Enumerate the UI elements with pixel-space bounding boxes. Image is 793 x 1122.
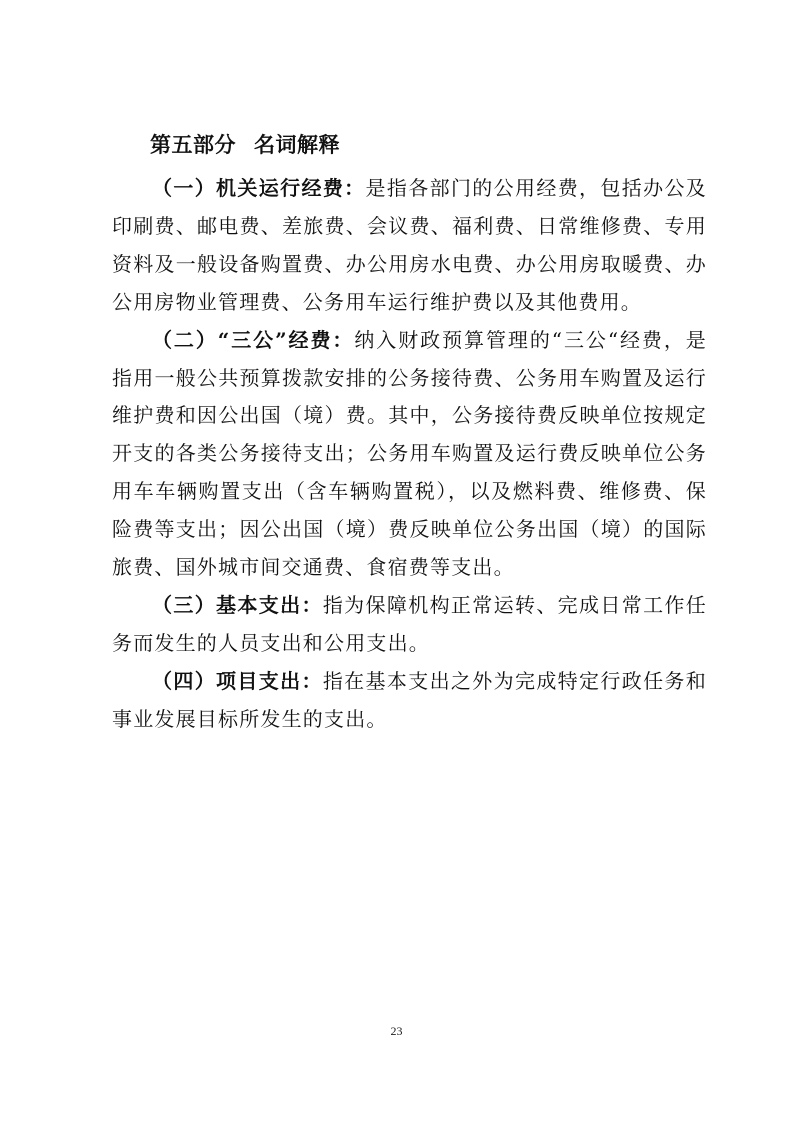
definition-paragraph-operating-costs [112,170,707,322]
section-title: 名词解释 [254,133,340,157]
definition-term: （一）机关运行经费： [152,176,366,200]
definition-text: 是指各部门的公用经费，包括办公及印刷费、邮电费、差旅费、会议费、福利费、日常维修费、专用资料及一般设备购置费、办公用房水电费、办公用房取暖费、办公用房物业管理费、公务用车运行维护费以及其他费用。 [112,176,708,314]
section-part-label: 第五部分 [150,133,236,157]
definition-text: 纳入财政预算管理的“三公“经费，是指用一般公共预算拨款安排的公务接待费、公务用车购置及运行维护费和因公出国（境）费。其中，公务接待费反映单位按规定开支的各类公务接待支出；公务用车购置及运行费反映单位公务用车车辆购置支出（含车辆购置税），以及燃料费、维修费、保险费等支出；因公出国（境）费反映单位公务出国（境）的国际旅费、国外城市间交通费、食宿费等支出。 [112,327,707,580]
definition-paragraph-project-expenditure [112,663,707,739]
definition-text: 指在基本支出之外为完成特定行政任务和事业发展目标所发生的支出。 [112,668,707,731]
definition-term: （四）项目支出： [152,668,323,693]
definition-text: 指为保障机构正常运转、完成日常工作任务而发生的人员支出和公用支出。 [112,592,707,655]
page-number: 23 [390,1024,403,1038]
definition-paragraph-three-public-expenses [112,322,707,587]
definitions-body [112,170,707,739]
definition-term: （二）“三公”经费： [152,327,355,352]
definition-paragraph-basic-expenditure [112,587,707,663]
section-heading [150,130,340,160]
definition-term: （三）基本支出： [152,592,323,617]
